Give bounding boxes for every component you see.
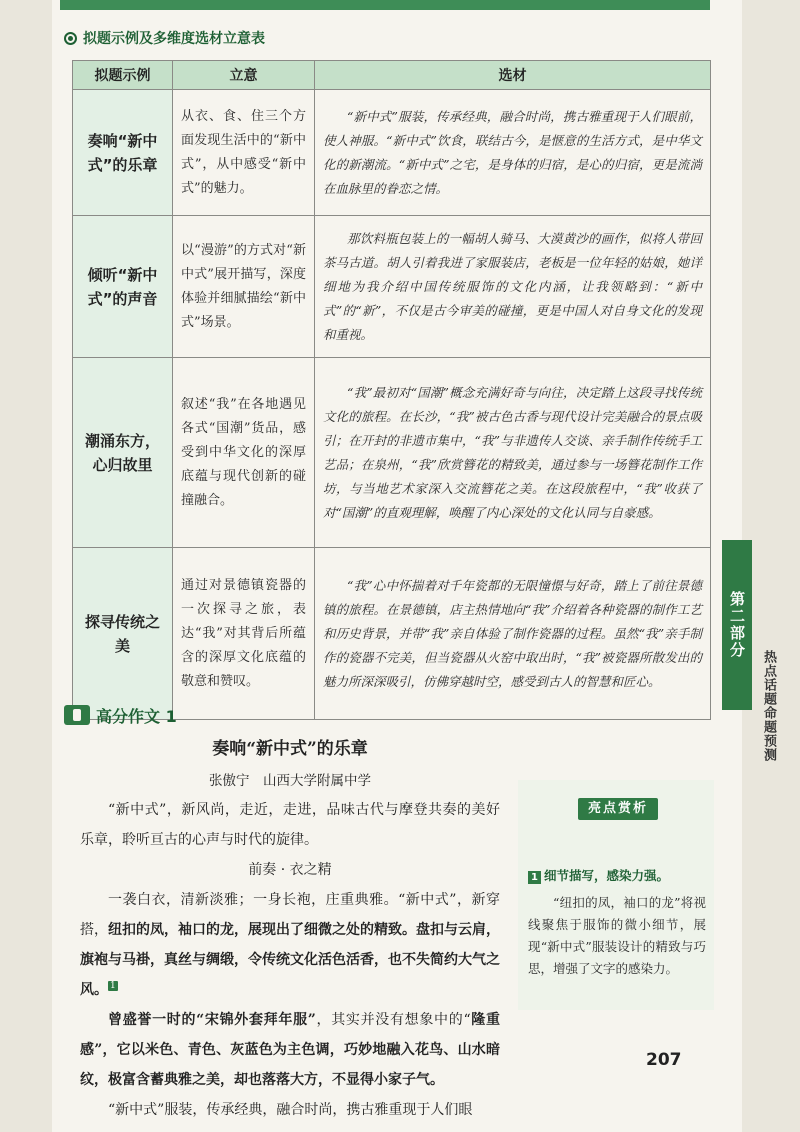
section-subtitle: 热点话题命题预测 [761, 650, 776, 762]
essay-paragraph: 一袭白衣，清新淡雅；一身长袍，庄重典雅。“新中式”，新穿搭，纽扣的凤，袖口的龙，展现出了细微之处的精致。盘扣与云肩，旗袍与马褂，真丝与绸缎，令传统文化活色活香，也不失简约大气之风。 1 [80, 892, 500, 998]
remark-point: 1 细节描写，感染力强。 [528, 866, 712, 884]
row-material: 那饮料瓶包装上的一幅胡人骑马、大漠黄沙的画作，似将人带回茶马古道。胡人引着我进了家服装店，老板是一位年轻的姑娘，她详细地为我介绍中国传统服饰的文化内涵，让我领略到：“新中式”的“新”，不仅是古今审美的碰撞，更是中国人对自身文化的发现和重视。 [315, 216, 711, 358]
pen-icon [64, 705, 90, 725]
section-tab: 第二部分 [722, 540, 752, 710]
table-row [73, 216, 711, 358]
table-title-text: 拟题示例及多维度选材立意表 [83, 31, 265, 47]
table-row [73, 548, 711, 720]
row-material: “我”最初对“国潮”概念充满好奇与向往，决定踏上这段寻找传统文化的旅程。在长沙，“我”被古色古香与现代设计完美融合的景点吸引；在开封的非遗市集中，“我”与非遗传人交谈、亲手制作传统手工艺品；在泉州，“我”欣赏簪花的精致美，通过参与一场簪花制作工作坊，与当地艺术家深入交流簪花之美。在这段旅程中，“我”收获了对“国潮”的直观理解，唤醒了内心深处的文化认同与自豪感。 [315, 358, 711, 548]
page-number: 207 [646, 1050, 682, 1070]
remark-head: 亮点赏析 [578, 798, 658, 820]
row-topic: 潮涌东方，心归故里 [73, 358, 173, 548]
header-intent: 立意 [173, 61, 315, 90]
essay-label-text: 高分作文 1 [96, 706, 177, 726]
row-topic: 奏响“新中式”的乐章 [73, 90, 173, 216]
essay-section-heading: 前奏 · 衣之精 [248, 862, 332, 878]
header-material: 选材 [315, 61, 711, 90]
row-intent: 叙述“我”在各地遇见各式“国潮”货品，感受到中华文化的深厚底蕴与现代创新的碰撞融合。 [173, 358, 315, 548]
essay-paragraph: “新中式”服装，传承经典，融合时尚，携古雅重现于人们眼 [108, 1102, 473, 1118]
essay [80, 730, 500, 1125]
essay-author: 张傲宁 山西大学附属中学 [209, 773, 371, 789]
top-green-bar [60, 0, 710, 10]
row-intent: 以“漫游”的方式对“新中式”展开描写，深度体验并细腻描绘“新中式”场景。 [173, 216, 315, 358]
essay-intro: “新中式”，新风尚，走近，走进，品味古代与摩登共奏的美好乐章，聆听亘古的心声与时代的旋律。 [80, 802, 500, 848]
header-topic: 拟题示例 [73, 61, 173, 90]
row-material: “新中式”服装，传承经典，融合时尚，携古雅重现于人们眼前，使人神服。“新中式”饮食，联结古今，是惬意的生活方式，是中华文化的新潮流。“新中式”之宅，是身体的归宿，是心的归宿，更是流淌在血脉里的眷恋之情。 [315, 90, 711, 216]
row-intent: 从衣、食、住三个方面发现生活中的“新中式”，从中感受“新中式”的魅力。 [173, 90, 315, 216]
remark-body: “纽扣的凤，袖口的龙”将视线聚焦于服饰的微小细节，展现“新中式”服装设计的精致与巧思，增强了文字的感染力。 [528, 895, 706, 976]
topic-table [72, 60, 711, 720]
row-topic: 倾听“新中式”的声音 [73, 216, 173, 358]
note-marker: 1 [110, 981, 116, 992]
table-title [64, 28, 265, 48]
essay-title: 奏响“新中式”的乐章 [212, 739, 368, 759]
row-intent: 通过对景德镇瓷器的一次探寻之旅，表达“我”对其背后所蕴含的深厚文化底蕴的敬意和赞叹。 [173, 548, 315, 720]
table-header-row [73, 61, 711, 90]
table-row [73, 358, 711, 548]
essay-label [64, 703, 177, 727]
table-row [73, 90, 711, 216]
remark-panel [518, 780, 714, 1010]
row-material: “我”心中怀揣着对千年瓷都的无限憧憬与好奇，踏上了前往景德镇的旅程。在景德镇，店主热情地向“我”介绍着各种瓷器的制作工艺和历史背景，并带“我”亲自体验了制作瓷器的过程。虽然“我”亲手制作的瓷器不完美，但当瓷器从火窑中取出时，“我”被瓷器所散发出的魅力所深深吸引，仿佛穿越时空，感受到古人的智慧和匠心。 [315, 548, 711, 720]
essay-paragraph: 曾盛誉一时的“宋锦外套拜年服”，其实并没有想象中的“隆重感”，它以米色、青色、灰蓝色为主色调，巧妙地融入花鸟、山水暗纹，极富含蓄典雅之美，却也落落大方，不显得小家子气。 [80, 1012, 500, 1088]
row-topic: 探寻传统之美 [73, 548, 173, 720]
target-icon [64, 32, 77, 45]
